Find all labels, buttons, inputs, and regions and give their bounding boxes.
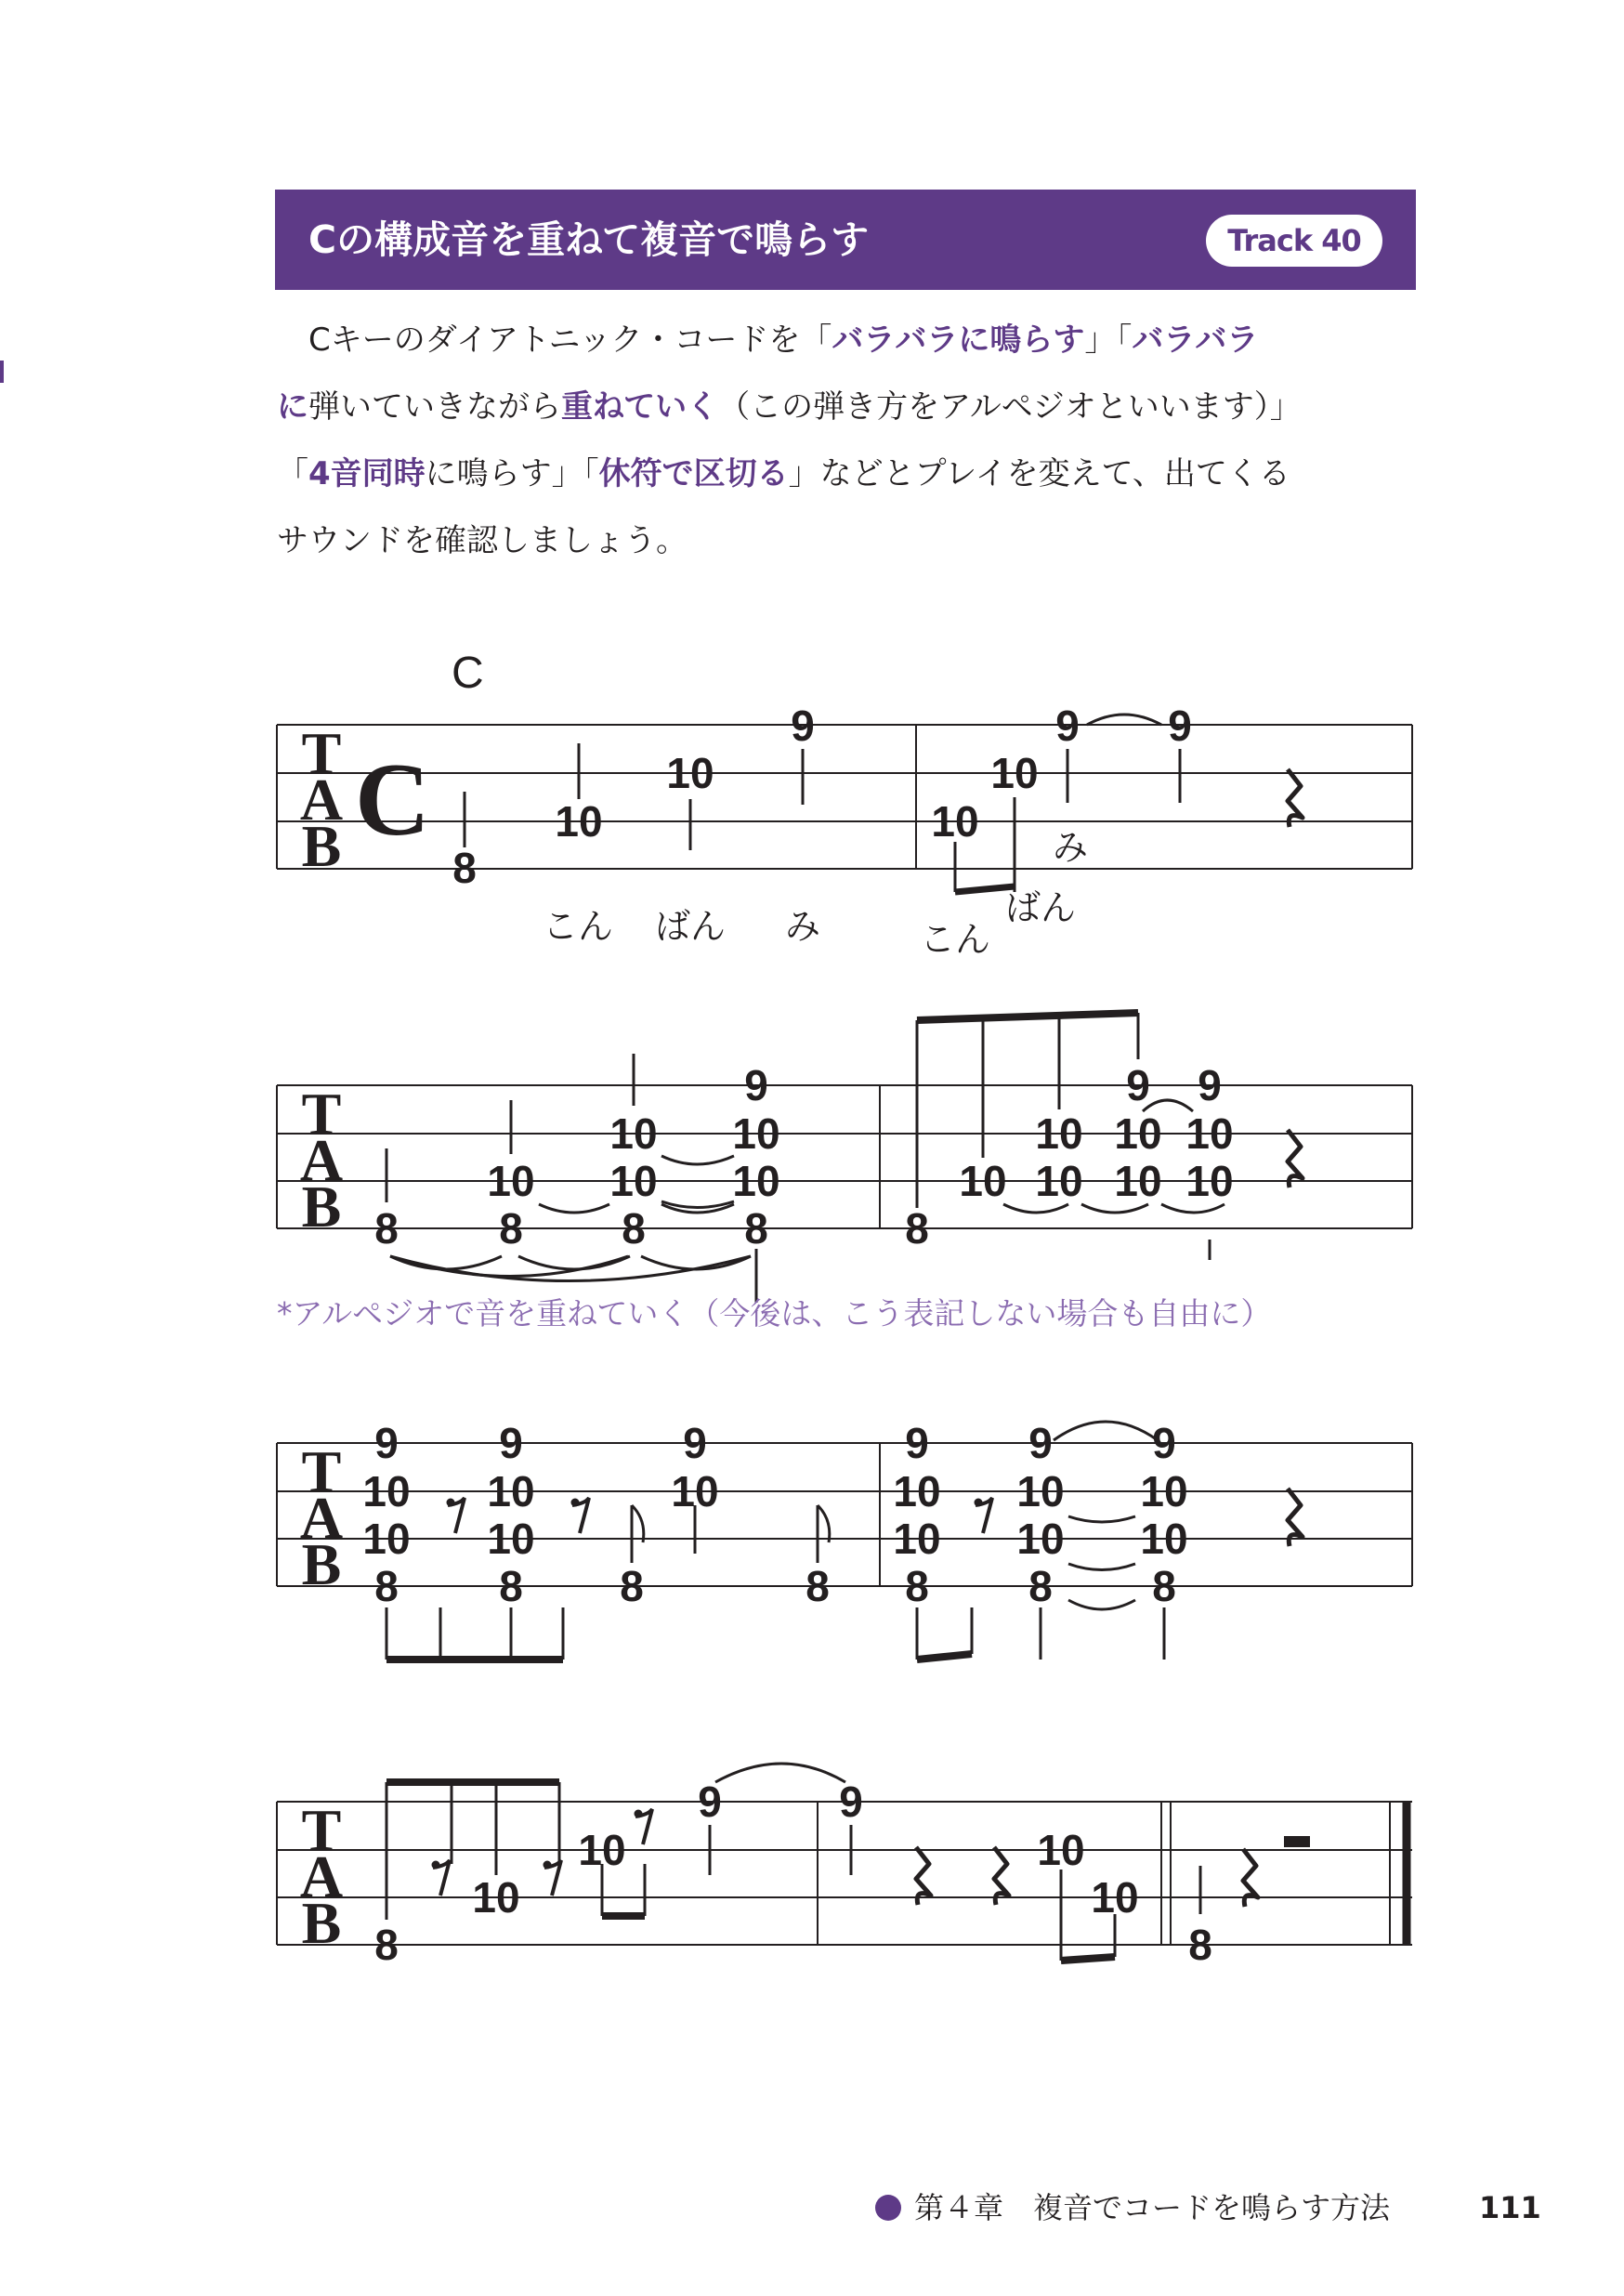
fret-number: 9 — [791, 702, 815, 750]
tab-letter: B — [301, 1174, 342, 1240]
fret-number: 8 — [1028, 1562, 1053, 1610]
track-badge: Track 40 — [1206, 215, 1382, 267]
fret-number: 10 — [1091, 1873, 1139, 1922]
fret-number: 9 — [1152, 1419, 1176, 1467]
fret-number: 8 — [499, 1204, 523, 1253]
running-footer: 第４章 複音でコードを鳴らす方法 — [914, 2190, 1391, 2225]
fret-number: 10 — [732, 1109, 780, 1158]
fret-number: 9 — [683, 1419, 707, 1467]
intro-highlight: 休符で区切る — [598, 455, 789, 492]
fret-number: 10 — [555, 797, 603, 846]
lyric: こん — [542, 906, 614, 947]
fret-number: 8 — [374, 1921, 399, 1969]
section-title: Cの構成音を重ねて複音で鳴らす — [308, 217, 870, 262]
fret-number: 10 — [959, 1157, 1007, 1205]
fret-number: 8 — [622, 1204, 646, 1253]
chapter-bullet-icon — [875, 2195, 901, 2221]
tab-letter: T — [301, 1081, 342, 1147]
intro-text: Cキーのダイアトニック・コードを「 — [277, 321, 832, 359]
fret-number: 8 — [744, 1204, 768, 1253]
fret-number: 10 — [609, 1109, 658, 1158]
fret-number: 10 — [1114, 1109, 1162, 1158]
fret-number: 8 — [374, 1204, 399, 1253]
intro-text: 」「 — [1084, 321, 1133, 359]
fret-number: 9 — [1126, 1061, 1150, 1109]
lyric: こん — [919, 919, 991, 960]
fret-number: 8 — [805, 1562, 830, 1610]
fret-number: 10 — [487, 1157, 535, 1205]
fret-number: 10 — [487, 1467, 535, 1515]
tab-letter: A — [299, 1127, 344, 1193]
fret-number: 10 — [666, 749, 714, 797]
lyric: み — [1052, 827, 1089, 868]
chord-name: C — [452, 649, 484, 698]
tab-letter: B — [301, 1531, 342, 1597]
fret-number: 10 — [893, 1515, 941, 1563]
tab-letter: T — [301, 1438, 342, 1504]
fret-number: 10 — [893, 1467, 941, 1515]
fret-number: 10 — [487, 1515, 535, 1563]
intro-text: サウンドを確認しましょう。 — [277, 522, 688, 559]
fret-number: 10 — [1140, 1467, 1188, 1515]
fret-number: 8 — [1188, 1921, 1212, 1969]
fret-number: 10 — [1035, 1157, 1083, 1205]
fret-number: 10 — [1140, 1515, 1188, 1563]
fret-number: 9 — [499, 1419, 523, 1467]
fret-number: 9 — [1198, 1061, 1222, 1109]
fret-number: 8 — [374, 1562, 399, 1610]
tab-staff-3 — [277, 1422, 1412, 1660]
fret-number: 10 — [1016, 1515, 1065, 1563]
fret-number: 10 — [732, 1157, 780, 1205]
fret-number: 9 — [374, 1419, 399, 1467]
intro-text: 「 — [277, 455, 308, 492]
fret-number: 9 — [839, 1778, 863, 1826]
fret-number: 10 — [1185, 1109, 1234, 1158]
fret-number: 9 — [1028, 1419, 1053, 1467]
tab-letter: B — [301, 1890, 342, 1956]
fret-number: 8 — [620, 1562, 644, 1610]
tab-letter: T — [301, 1797, 342, 1863]
fret-number: 10 — [472, 1873, 520, 1922]
fret-number: 10 — [578, 1826, 626, 1874]
fret-number: 10 — [990, 749, 1039, 797]
tab-letter: T — [301, 720, 342, 786]
intro-highlight: バラバラに鳴らす — [832, 321, 1085, 359]
tab-staff-2 — [277, 1013, 1412, 1303]
fret-number: 10 — [1016, 1467, 1065, 1515]
fret-number: 10 — [362, 1467, 411, 1515]
intro-highlight: に — [277, 388, 308, 426]
fret-number: 10 — [931, 797, 979, 846]
fret-number: 10 — [1035, 1109, 1083, 1158]
time-signature: C — [355, 742, 430, 858]
intro-text: に鳴らす」「 — [425, 455, 599, 492]
lyric: ばん — [654, 906, 727, 947]
tab-letter: A — [299, 1485, 344, 1551]
intro-text: 弾いていきながら — [308, 388, 561, 426]
fret-number: 10 — [362, 1515, 411, 1563]
tab-staff-1 — [277, 715, 1412, 892]
fret-number: 9 — [905, 1419, 929, 1467]
fret-number: 9 — [698, 1778, 722, 1826]
tab-letter: B — [301, 813, 342, 879]
fret-number: 10 — [1185, 1157, 1234, 1205]
tab-letter: A — [299, 1843, 344, 1909]
arpeggio-note: *アルペジオで音を重ねていく（今後は、こう表記しない場合も自由に） — [277, 1295, 1272, 1332]
intro-highlight: 重ねていく — [561, 388, 719, 426]
intro-highlight: 4音同時 — [308, 455, 426, 492]
tab-letter: A — [299, 767, 344, 833]
fret-number: 8 — [452, 844, 477, 892]
fret-number: 9 — [744, 1061, 768, 1109]
intro-text: （この弾き方をアルペジオといいます）」 — [718, 388, 1302, 426]
lyric: ばん — [1004, 887, 1077, 928]
lyric: み — [784, 906, 821, 947]
intro-highlight: バラバラ — [1132, 321, 1259, 359]
fret-number: 9 — [1055, 702, 1080, 750]
fret-number: 8 — [905, 1562, 929, 1610]
fret-number: 8 — [1152, 1562, 1176, 1610]
fret-number: 10 — [609, 1157, 658, 1205]
fret-number: 10 — [1037, 1826, 1085, 1874]
fret-number: 10 — [671, 1467, 719, 1515]
fret-number: 9 — [1168, 702, 1192, 750]
fret-number: 10 — [1114, 1157, 1162, 1205]
page-number: 111 — [1479, 2190, 1541, 2225]
fret-number: 8 — [499, 1562, 523, 1610]
fret-number: 8 — [905, 1204, 929, 1253]
intro-text: 」などとプレイを変えて、出てくる — [788, 455, 1290, 492]
